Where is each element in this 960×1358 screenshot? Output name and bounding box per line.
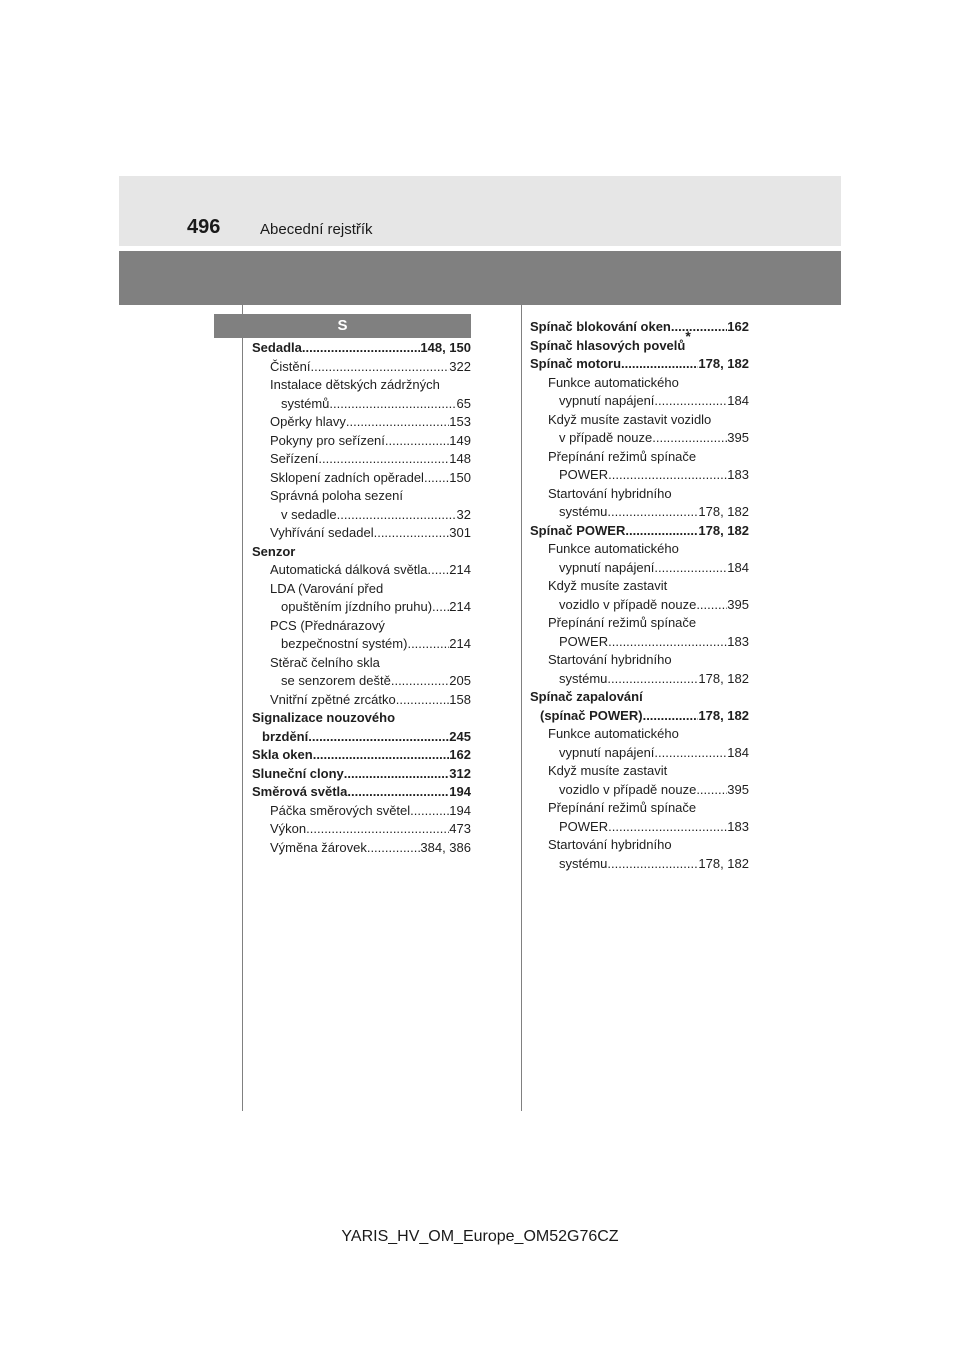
- index-subentry-cont: vozidlo v případě nouze ..... 395: [530, 781, 749, 800]
- index-subentry: Funkce automatického: [548, 541, 679, 556]
- index-subentry: PCS (Přednárazový: [270, 617, 385, 633]
- index-subentry: Když musíte zastavit: [548, 578, 668, 593]
- index-subentry: Když musíte zastavit vozidlo: [548, 411, 712, 427]
- index-subentry-cont: se senzorem deště ..... 205: [252, 672, 471, 691]
- index-column-left: [252, 339, 471, 857]
- index-subentry-cont: bezpečnostní systém) ..... 214: [252, 635, 471, 654]
- index-subentry: Startování hybridního: [548, 837, 672, 852]
- index-subentry: Stěrač čelního skla: [270, 654, 380, 670]
- index-subentry-cont: vypnutí napájení ..... 184: [530, 392, 749, 411]
- index-subentry: Funkce automatického: [548, 374, 679, 390]
- index-subentry: Startování hybridního: [548, 485, 672, 501]
- index-subentry: Páčka směrových světel ..... 194: [252, 802, 471, 821]
- index-subentry: Přepínání režimů spínače: [548, 448, 697, 464]
- index-subentry: Výměna žárovek ..... 384, 386: [252, 839, 471, 858]
- index-subentry-cont: vozidlo v případě nouze ..... 395: [530, 596, 749, 615]
- index-subentry-cont: vypnutí napájení ..... 184: [530, 744, 749, 763]
- index-entry: Spínač blokování oken ..... 162: [530, 318, 749, 337]
- index-column-right: [530, 318, 749, 873]
- index-entry-cont: brzdění ..... 245: [252, 728, 471, 747]
- index-entry: Sluneční clony ..... 312: [252, 765, 471, 784]
- index-subentry: Pokyny pro seřízení ..... 149: [252, 432, 471, 451]
- index-entry: Skla oken ..... 162: [252, 746, 471, 765]
- index-subentry-cont: systému ..... 178, 182: [530, 855, 749, 874]
- index-subentry: Automatická dálková světla ..... 214: [252, 561, 471, 580]
- index-entry: Spínač POWER ..... 178, 182: [530, 522, 749, 541]
- index-subentry-cont: opuštěním jízdního pruhu) ..... 214: [252, 598, 471, 617]
- index-entry: Signalizace nouzového: [252, 710, 396, 725]
- index-entry: Senzor: [252, 543, 296, 559]
- page-number: 496: [187, 216, 221, 238]
- index-subentry: Správná poloha sezení: [270, 488, 403, 503]
- index-subentry: Seřízení ..... 148: [252, 450, 471, 469]
- index-subentry: Výkon ..... 473: [252, 820, 471, 839]
- index-entry: Sedadla ..... 148, 150: [252, 339, 471, 358]
- document-code-footer: YARIS_HV_OM_Europe_OM52G76CZ: [341, 1228, 619, 1245]
- index-subentry-cont: v sedadle ..... 32: [252, 506, 471, 525]
- index-subentry: Opěrky hlavy ..... 153: [252, 413, 471, 432]
- index-subentry-cont: POWER ..... 183: [530, 466, 749, 485]
- index-subentry: Instalace dětských zádržných: [270, 377, 440, 392]
- index-entry: Spínač hlasových povelů *: [530, 327, 691, 353]
- index-subentry: Sklopení zadních opěradel ..... 150: [252, 469, 471, 488]
- index-subentry: Startování hybridního: [548, 652, 672, 667]
- index-subentry: Funkce automatického: [548, 726, 679, 741]
- header-band: [119, 251, 841, 305]
- index-subentry-cont: systému ..... 178, 182: [530, 503, 749, 522]
- asterisk-mark: *: [685, 327, 691, 344]
- index-subentry-cont: POWER ..... 183: [530, 818, 749, 837]
- index-subentry-cont: systému ..... 178, 182: [530, 670, 749, 689]
- index-subentry: Vnitřní zpětné zrcátko ..... 158: [252, 691, 471, 710]
- index-entry: Spínač zapalování: [530, 689, 643, 704]
- index-subentry: LDA (Varování před: [270, 580, 384, 596]
- index-subentry: Když musíte zastavit: [548, 763, 668, 778]
- index-subentry: Přepínání režimů spínače: [548, 615, 697, 630]
- index-entry: Směrová světla ..... 194: [252, 783, 471, 802]
- index-subentry: Čistění ..... 322: [252, 358, 471, 377]
- index-entry-cont: (spínač POWER) ..... 178, 182: [530, 707, 749, 726]
- section-letter-tab: S: [214, 314, 471, 338]
- index-subentry: Přepínání režimů spínače: [548, 800, 697, 815]
- header-bar: [119, 176, 841, 246]
- index-entry: Spínač motoru ..... 178, 182: [530, 355, 749, 374]
- index-subentry-cont: systémů ..... 65: [252, 395, 471, 414]
- index-subentry-cont: POWER ..... 183: [530, 633, 749, 652]
- column-divider-left: [242, 305, 243, 1111]
- column-divider-right: [521, 305, 522, 1111]
- index-subentry-cont: v případě nouze ..... 395: [530, 429, 749, 448]
- page-title: Abecední rejstřík: [260, 221, 373, 238]
- index-subentry: Vyhřívání sedadel ..... 301: [252, 524, 471, 543]
- index-subentry-cont: vypnutí napájení ..... 184: [530, 559, 749, 578]
